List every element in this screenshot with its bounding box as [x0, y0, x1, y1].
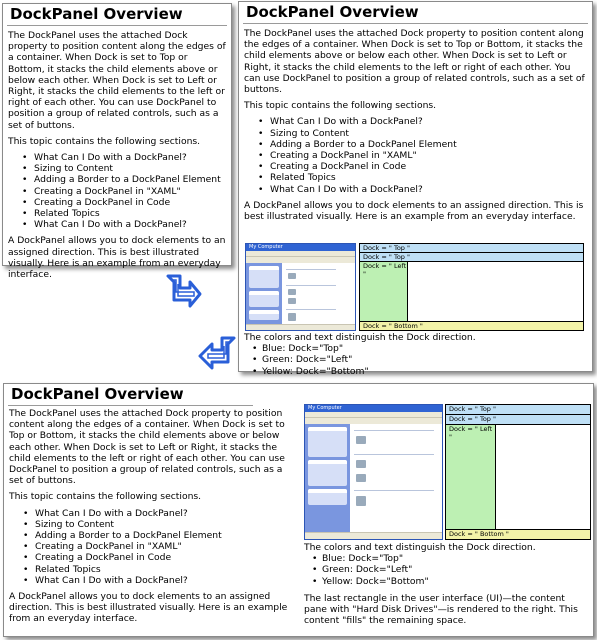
dock-top-region: Dock = " Top "	[360, 244, 583, 253]
window-title: My Computer	[305, 405, 442, 412]
dock-top-region: Dock = " Top "	[446, 405, 590, 415]
dock-diagram	[359, 243, 584, 331]
toc-list	[9, 508, 294, 586]
toc-item[interactable]: • What Can I Do with a DockPanel?	[270, 184, 587, 195]
toc-item[interactable]: • Creating a DockPanel in "XAML"	[270, 150, 587, 161]
explorer-screenshot	[245, 243, 356, 331]
article-body	[9, 408, 294, 630]
toc-intro: This topic contains the following sections.	[8, 135, 201, 147]
toc-intro: This topic contains the following sections.	[9, 491, 202, 503]
dock-paragraph: A DockPanel allows you to dock elements to an assigned direction. This is best illustrated visually. Here is an example from an everyday interface.	[244, 199, 584, 223]
toc-item[interactable]: • What Can I Do with a DockPanel?	[35, 508, 294, 519]
article-body	[3, 26, 231, 280]
article-body	[239, 24, 592, 222]
toc-item[interactable]: • What Can I Do with a DockPanel?	[270, 116, 587, 127]
page-title: DockPanel Overview	[243, 2, 588, 24]
dock-left-region: Dock = " Left "	[446, 425, 496, 529]
colors-paragraph: The colors and text distinguish the Dock direction.	[304, 542, 536, 553]
color-item: • Green: Dock="Left"	[322, 564, 589, 575]
dock-left-region: Dock = " Left "	[360, 262, 408, 321]
arrow-down-left-icon	[196, 334, 238, 376]
colors-paragraph: The colors and text distinguish the Dock direction.	[244, 332, 476, 343]
dock-paragraph: A DockPanel allows you to dock elements to an assigned direction. This is best illustrated visually. Here is an example from an everyday interface.	[8, 235, 226, 281]
dock-top-region: Dock = " Top "	[360, 253, 583, 262]
toc-item[interactable]: • Adding a Border to a DockPanel Element	[34, 174, 226, 185]
toc-item[interactable]: • Adding a Border to a DockPanel Element	[270, 139, 587, 150]
page-title: DockPanel Overview	[8, 384, 253, 406]
color-item: • Yellow: Dock="Bottom"	[322, 576, 589, 587]
color-list	[304, 553, 589, 587]
status-bar	[246, 324, 355, 330]
dock-bottom-region: Dock = " Bottom "	[360, 321, 583, 330]
toc-item[interactable]: • Sizing to Content	[35, 519, 294, 530]
intro-paragraph: The DockPanel uses the attached Dock property to position content along the edges of a container. When Dock is set to Top or Bottom, it stacks the child elements above or below each other. When Dock is set to Left or Right, it stacks the child elements to the left or right of each other. You can use DockPanel to position a group of related controls, such as a set of buttons.	[244, 28, 585, 96]
toc-intro: This topic contains the following sections.	[244, 100, 437, 112]
task-pane	[305, 424, 350, 533]
toc-item[interactable]: • Related Topics	[34, 208, 226, 219]
dock-diagram	[445, 404, 591, 540]
panel-wide	[3, 383, 594, 637]
color-section	[244, 332, 584, 377]
toc-item[interactable]: • Creating a DockPanel in Code	[270, 161, 587, 172]
toc-item[interactable]: • Creating a DockPanel in "XAML"	[34, 186, 226, 197]
dock-top-region: Dock = " Top "	[446, 415, 590, 425]
window-title: My Computer	[246, 244, 355, 251]
intro-paragraph: The DockPanel uses the attached Dock property to position content along the edges of a container. When Dock is set to Top or Bottom, it stacks the child elements above or below each other. When Dock is set to Left or Right, it stacks the child elements to the left or right of each other. You can use DockPanel to position a group of related controls, such as a set of buttons.	[8, 30, 226, 131]
dock-paragraph: A DockPanel allows you to dock elements to an assigned direction. This is best illustrated visually. Here is an example from an everyday interface.	[9, 591, 288, 625]
color-item: • Blue: Dock="Top"	[262, 343, 584, 354]
content-pane	[282, 263, 355, 325]
arrow-down-right-icon	[164, 272, 204, 312]
panel-narrow	[2, 3, 232, 281]
toc-item[interactable]: • Creating a DockPanel in Code	[34, 197, 226, 208]
toc-list	[244, 116, 587, 194]
toc-item[interactable]: • Sizing to Content	[34, 163, 226, 174]
color-item: • Blue: Dock="Top"	[322, 553, 589, 564]
final-paragraph: The last rectangle in the user interface (UI)—the content pane with "Hard Disk Drives"—is rendered to the right. This content "fills" the remaining space.	[304, 592, 578, 627]
dock-bottom-region: Dock = " Bottom "	[446, 529, 590, 539]
intro-paragraph: The DockPanel uses the attached Dock property to position content along the edges of a container. When Dock is set to Top or Bottom, it stacks the child elements above or below each other. When Dock is set to Left or Right, it stacks the child elements to the left or right of each other. You can use DockPanel to position a group of related controls, such as a set of buttons.	[9, 408, 285, 487]
toc-item[interactable]: • Sizing to Content	[270, 128, 587, 139]
panel-medium	[238, 1, 593, 377]
explorer-screenshot	[304, 404, 443, 540]
status-bar	[305, 532, 442, 539]
content-pane	[350, 424, 442, 533]
toc-item[interactable]: • Adding a Border to a DockPanel Element	[35, 530, 294, 541]
task-pane	[246, 263, 282, 325]
color-item: • Green: Dock="Left"	[262, 354, 584, 365]
toc-item[interactable]: • What Can I Do with a DockPanel?	[34, 152, 226, 163]
toc-item[interactable]: • Creating a DockPanel in Code	[35, 552, 294, 563]
color-item: • Yellow: Dock="Bottom"	[262, 366, 584, 377]
toc-item[interactable]: • What Can I Do with a DockPanel?	[34, 219, 226, 230]
toc-item[interactable]: • What Can I Do with a DockPanel?	[35, 575, 294, 586]
toc-item[interactable]: • Related Topics	[270, 172, 587, 183]
color-list	[244, 343, 584, 377]
toc-item[interactable]: • Related Topics	[35, 564, 294, 575]
color-section	[304, 542, 589, 626]
toc-item[interactable]: • Creating a DockPanel in "XAML"	[35, 541, 294, 552]
page-title: DockPanel Overview	[7, 4, 227, 26]
toc-list	[8, 152, 226, 230]
